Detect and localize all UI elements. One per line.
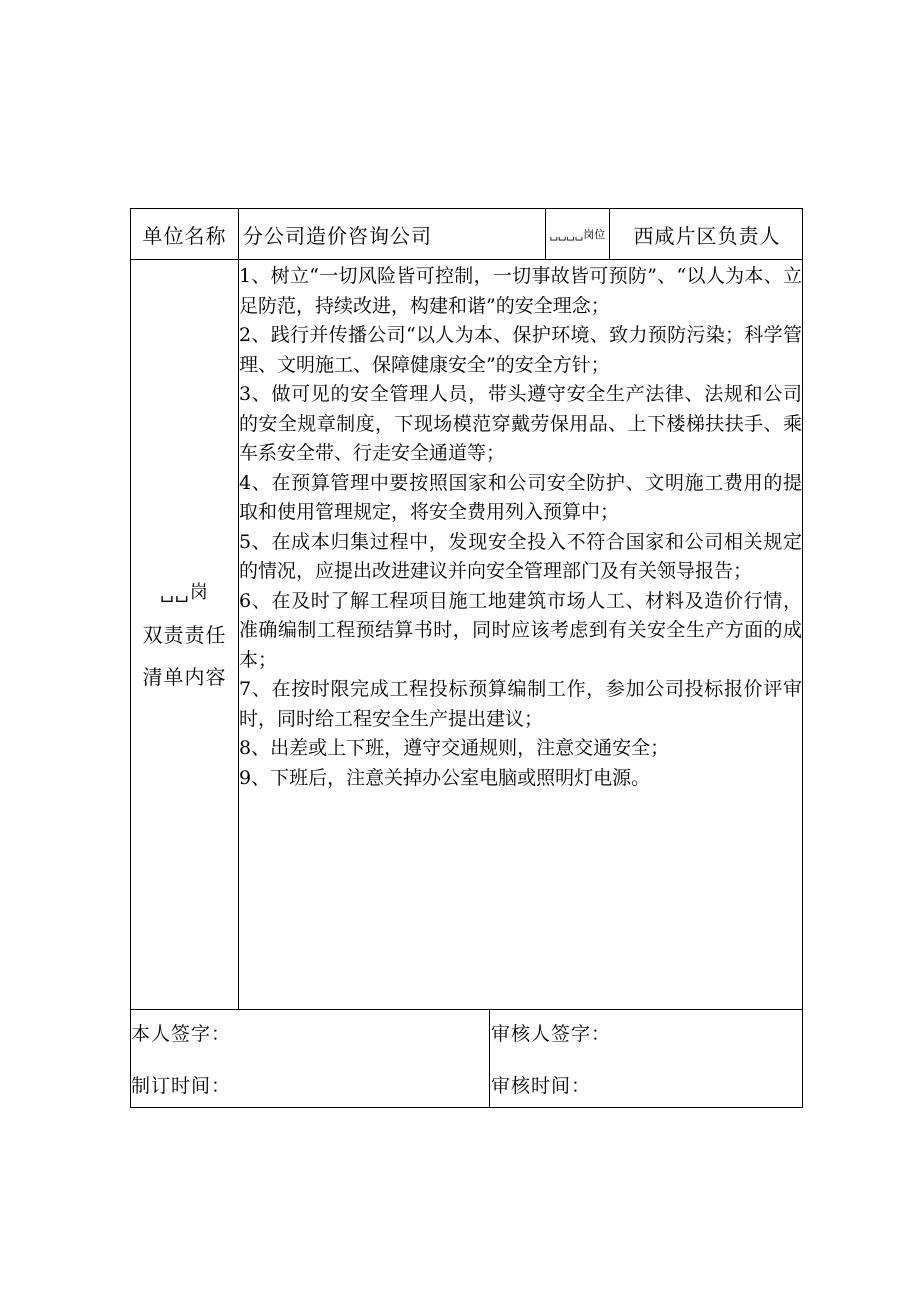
responsibility-item: 4、在预算管理中要按照国家和公司安全防护、文明施工费用的提取和使用管理规定，将安全费用列入预算中； bbox=[239, 471, 802, 523]
side-label-line2: 双责责任 bbox=[142, 622, 227, 647]
col-divider-footer bbox=[489, 1009, 490, 1107]
post-value: 西咸片区负责人 bbox=[633, 223, 781, 248]
responsibility-list-label bbox=[131, 260, 238, 1009]
self-signature-label: 本人签字： bbox=[131, 1023, 232, 1045]
responsibility-item: 3、做可见的安全管理人员，带头遵守安全生产法律、法规和公司的安全规章制度，下现场模范穿戴劳保用品、上下楼梯扶扶手、乘车系安全带、行走安全通道等； bbox=[239, 383, 802, 464]
responsibility-item: 6、在及时了解工程项目施工地建筑市场人工、材料及造价行情，准确编制工程预结算书时，同时应该考虑到有关安全生产方面的成本； bbox=[239, 589, 802, 671]
side-label-line3: 清单内容 bbox=[142, 664, 227, 689]
review-date-label: 审核时间： bbox=[491, 1075, 592, 1097]
unit-name-label: 单位名称 bbox=[142, 223, 227, 248]
responsibility-item: 1、树立“一切风险皆可控制，一切事故皆可预防”、“以人为本、立足防范，持续改进，构建和谐”的安全理念； bbox=[239, 265, 802, 317]
row-divider-footer bbox=[131, 1009, 802, 1010]
responsibility-item: 7、在按时限完成工程投标预算编制工作，参加公司投标报价评审时，同时给工程安全生产提出建议； bbox=[239, 678, 802, 730]
post-label: ␣␣␣␣岗位 bbox=[549, 228, 606, 241]
set-date-label: 制订时间： bbox=[131, 1075, 232, 1097]
responsibility-item: 8、出差或上下班，遵守交通规则，注意交通安全； bbox=[239, 737, 670, 759]
responsibility-item: 2、践行并传播公司“以人为本、保护环境、致力预防污染；科学管理、文明施工、保障健康安全”的安全方针； bbox=[239, 324, 802, 376]
responsibility-content bbox=[239, 260, 804, 1009]
reviewer-signature-label: 审核人签字： bbox=[491, 1023, 612, 1045]
side-label-line1: ␣␣岗 bbox=[160, 581, 209, 603]
unit-name-value: 分公司造价咨询公司 bbox=[243, 223, 432, 248]
responsibility-table bbox=[130, 208, 803, 1108]
responsibility-item: 5、在成本归集过程中，发现安全投入不符合国家和公司相关规定的情况，应提出改进建议并向安全管理部门及有关领导报告； bbox=[239, 530, 802, 582]
responsibility-item: 9、下班后，注意关掉办公室电脑或照明灯电源。 bbox=[239, 766, 651, 789]
